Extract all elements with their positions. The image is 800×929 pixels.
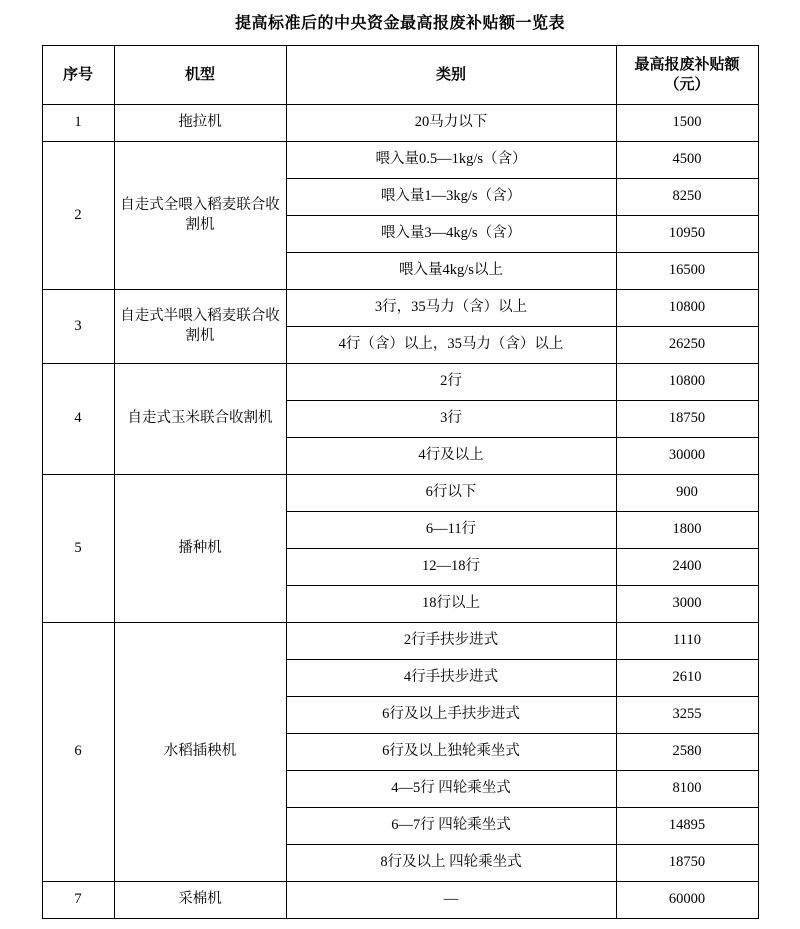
cell-category: 6行及以上手扶步进式 — [286, 697, 616, 734]
cell-amount: 10800 — [616, 364, 758, 401]
cell-category: 18行以上 — [286, 586, 616, 623]
cell-category: 6—7行 四轮乘坐式 — [286, 808, 616, 845]
cell-amount: 4500 — [616, 142, 758, 179]
cell-category: — — [286, 882, 616, 919]
cell-amount: 8250 — [616, 179, 758, 216]
table-row — [42, 364, 758, 401]
cell-index: 3 — [42, 290, 114, 364]
cell-amount: 10800 — [616, 290, 758, 327]
cell-amount: 1800 — [616, 512, 758, 549]
cell-category: 4行手扶步进式 — [286, 660, 616, 697]
cell-category: 6行以下 — [286, 475, 616, 512]
table-row — [42, 105, 758, 142]
cell-index: 1 — [42, 105, 114, 142]
cell-category: 喂入量1—3kg/s（含） — [286, 179, 616, 216]
cell-model: 自走式半喂入稻麦联合收割机 — [114, 290, 286, 364]
cell-model: 采棉机 — [114, 882, 286, 919]
cell-index: 4 — [42, 364, 114, 475]
cell-index: 6 — [42, 623, 114, 882]
table-row — [42, 623, 758, 660]
cell-amount: 900 — [616, 475, 758, 512]
cell-index: 7 — [42, 882, 114, 919]
cell-index: 5 — [42, 475, 114, 623]
cell-model: 自走式全喂入稻麦联合收割机 — [114, 142, 286, 290]
table-body — [42, 105, 758, 919]
cell-amount: 1500 — [616, 105, 758, 142]
cell-amount: 26250 — [616, 327, 758, 364]
page-title: 提高标准后的中央资金最高报废补贴额一览表 — [234, 15, 565, 32]
cell-amount: 1110 — [616, 623, 758, 660]
cell-model: 拖拉机 — [114, 105, 286, 142]
subsidy-table — [42, 45, 759, 919]
cell-amount: 18750 — [616, 401, 758, 438]
cell-model: 自走式玉米联合收割机 — [114, 364, 286, 475]
table-row — [42, 290, 758, 327]
cell-model: 水稻插秧机 — [114, 623, 286, 882]
cell-amount: 16500 — [616, 253, 758, 290]
cell-category: 3行，35马力（含）以上 — [286, 290, 616, 327]
cell-amount: 60000 — [616, 882, 758, 919]
cell-amount: 2400 — [616, 549, 758, 586]
cell-amount: 2610 — [616, 660, 758, 697]
cell-amount: 14895 — [616, 808, 758, 845]
column-header-model: 机型 — [114, 46, 286, 105]
cell-category: 2行手扶步进式 — [286, 623, 616, 660]
table-header — [42, 46, 758, 105]
cell-index: 2 — [42, 142, 114, 290]
cell-category: 12—18行 — [286, 549, 616, 586]
table-row — [42, 142, 758, 179]
cell-model: 播种机 — [114, 475, 286, 623]
cell-category: 喂入量0.5—1kg/s（含） — [286, 142, 616, 179]
column-header-index: 序号 — [42, 46, 114, 105]
cell-category: 2行 — [286, 364, 616, 401]
cell-amount: 3255 — [616, 697, 758, 734]
table-row — [42, 882, 758, 919]
cell-category: 4—5行 四轮乘坐式 — [286, 771, 616, 808]
table-row — [42, 475, 758, 512]
cell-amount: 8100 — [616, 771, 758, 808]
cell-category: 4行及以上 — [286, 438, 616, 475]
cell-category: 喂入量4kg/s以上 — [286, 253, 616, 290]
column-header-amount: 最高报废补贴额（元） — [616, 46, 758, 105]
cell-category: 8行及以上 四轮乘坐式 — [286, 845, 616, 882]
cell-amount: 2580 — [616, 734, 758, 771]
cell-category: 3行 — [286, 401, 616, 438]
cell-amount: 18750 — [616, 845, 758, 882]
cell-category: 6—11行 — [286, 512, 616, 549]
cell-category: 喂入量3—4kg/s（含） — [286, 216, 616, 253]
cell-amount: 10950 — [616, 216, 758, 253]
cell-amount: 30000 — [616, 438, 758, 475]
cell-category: 20马力以下 — [286, 105, 616, 142]
table-header-row — [42, 46, 758, 105]
column-header-category: 类别 — [286, 46, 616, 105]
cell-category: 6行及以上独轮乘坐式 — [286, 734, 616, 771]
cell-category: 4行（含）以上，35马力（含）以上 — [286, 327, 616, 364]
cell-amount: 3000 — [616, 586, 758, 623]
